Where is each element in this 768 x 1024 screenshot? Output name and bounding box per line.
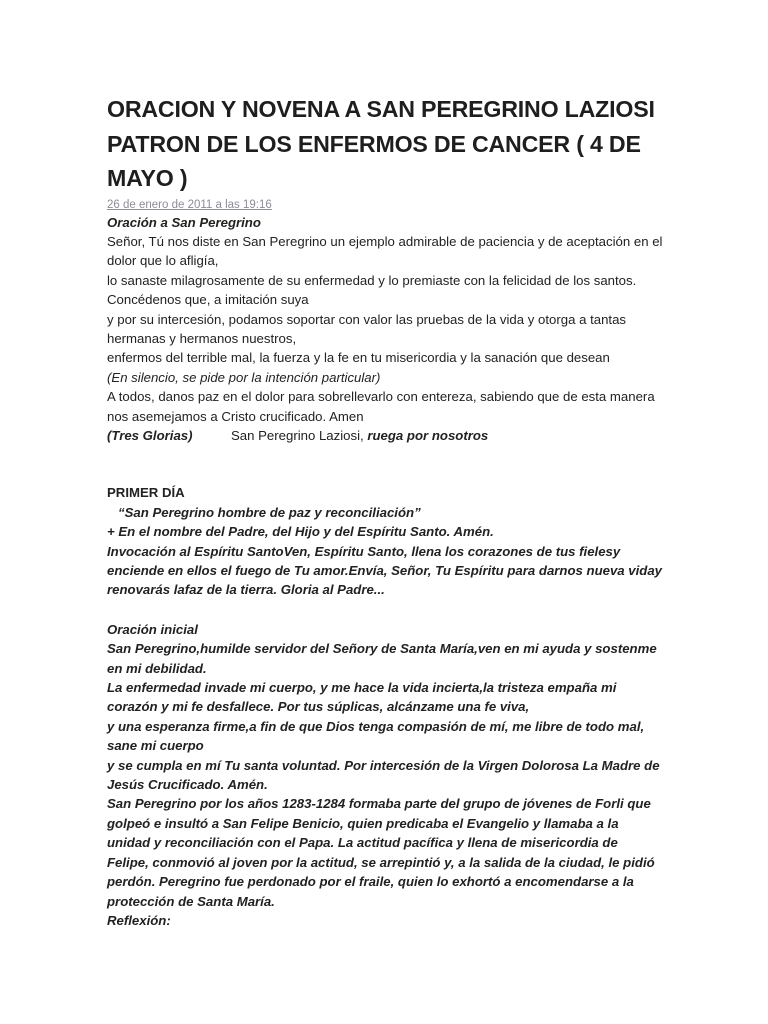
title-line: MAYO ) [107, 165, 188, 191]
glorias-label: (Tres Glorias) [107, 427, 193, 443]
section-subtitle: “San Peregrino hombre de paz y reconciliación” [107, 504, 421, 520]
text-line: unidad y reconciliación con el Papa. La actitud pacífica y llena de misericordia de [107, 835, 618, 851]
text-line: protección de Santa María. [107, 893, 275, 909]
text-line: + En el nombre del Padre, del Hijo y del Espíritu Santo. Amén. [107, 524, 494, 540]
text-line: y por su intercesión, podamos soportar con valor las pruebas de la vida y otorga a tantas [107, 311, 627, 327]
text-line: San Peregrino por los años 1283-1284 formaba parte del grupo de jóvenes de Forli que [107, 796, 651, 812]
oracion-section [107, 213, 667, 446]
text-line: golpeó e insultó a San Felipe Benicio, quien predicaba el Evangelio y llamaba a la [107, 815, 619, 831]
oracion-inicial-section [107, 620, 667, 931]
spacer [107, 445, 667, 483]
text-line: corazón y mi fe desfallece. Por tus súplicas, alcánzame una fe viva, [107, 699, 530, 715]
section-heading: Oración a San Peregrino [107, 214, 261, 230]
title-line: ORACION Y NOVENA A SAN PEREGRINO LAZIOSI [107, 96, 655, 122]
text-line: enciende en ellos el fuego de Tu amor.Envía, Señor, Tu Espíritu para darnos nueva viday [107, 563, 663, 578]
text-line: dolor que lo afligía, [107, 253, 219, 269]
ruega-text: ruega por nosotros [367, 427, 489, 443]
text-line: en mi debilidad. [107, 660, 207, 676]
text-line: Invocación al Espíritu SantoVen, Espíritu Santo, llena los corazones de tus fielesy [107, 543, 621, 559]
text-line: Felipe, conmovió al joven por la actitud, se arrepintió y, a la salida de la ciudad, le pidió [107, 854, 655, 870]
section-heading: Oración inicial [107, 621, 198, 637]
primer-dia-section [107, 483, 667, 599]
text-line: San Peregrino,humilde servidor del Señory de Santa María,ven en mi ayuda y sostenme [107, 641, 657, 657]
text-line: y una esperanza firme,a fin de que Dios tenga compasión de mí, me libre de todo mal, [107, 718, 645, 734]
title-line: PATRON DE LOS ENFERMOS DE CANCER ( 4 DE [107, 130, 641, 157]
document-page [107, 92, 667, 930]
instruction-line: (En silencio, se pide por la intención particular) [107, 369, 381, 385]
glorias-line [107, 426, 667, 445]
text-line: nos asemejamos a Cristo crucificado. Amen [107, 408, 364, 424]
text-line: sane mi cuerpo [107, 738, 204, 754]
section-heading: PRIMER DÍA [107, 485, 185, 501]
reflexion-heading: Reflexión: [107, 912, 171, 928]
text-line: La enfermedad invade mi cuerpo, y me hace la vida incierta,la tristeza empaña mi [107, 680, 617, 696]
page-title [107, 92, 667, 196]
text-line: A todos, danos paz en el dolor para sobrellevarlo con entereza, sabiendo que de esta manera [107, 389, 655, 405]
text-line: Concédenos que, a imitación suya [107, 292, 309, 308]
post-date-link[interactable]: 26 de enero de 2011 a las 19:16 [107, 198, 272, 211]
text-line: renovarás lafaz de la tierra. Gloria al Padre... [107, 582, 385, 598]
text-line: hermanas y hermanos nuestros, [107, 330, 297, 346]
san-peregrino-text: San Peregrino Laziosi, [231, 427, 368, 443]
text-line: enfermos del terrible mal, la fuerza y la fe en tu misericordia y la sanación que desean [107, 350, 610, 366]
text-line: lo sanaste milagrosamente de su enfermedad y lo premiaste con la felicidad de los santos. [107, 272, 637, 288]
text-line: perdón. Peregrino fue perdonado por el fraile, quien lo exhortó a encomendarse a la [107, 874, 634, 890]
text-line: Señor, Tú nos diste en San Peregrino un ejemplo admirable de paciencia y de aceptación en el [107, 233, 663, 249]
text-line: Jesús Crucificado. Amén. [107, 777, 268, 793]
text-line: y se cumpla en mí Tu santa voluntad. Por intercesión de la Virgen Dolorosa La Madre de [107, 757, 660, 773]
spacer [107, 600, 667, 620]
